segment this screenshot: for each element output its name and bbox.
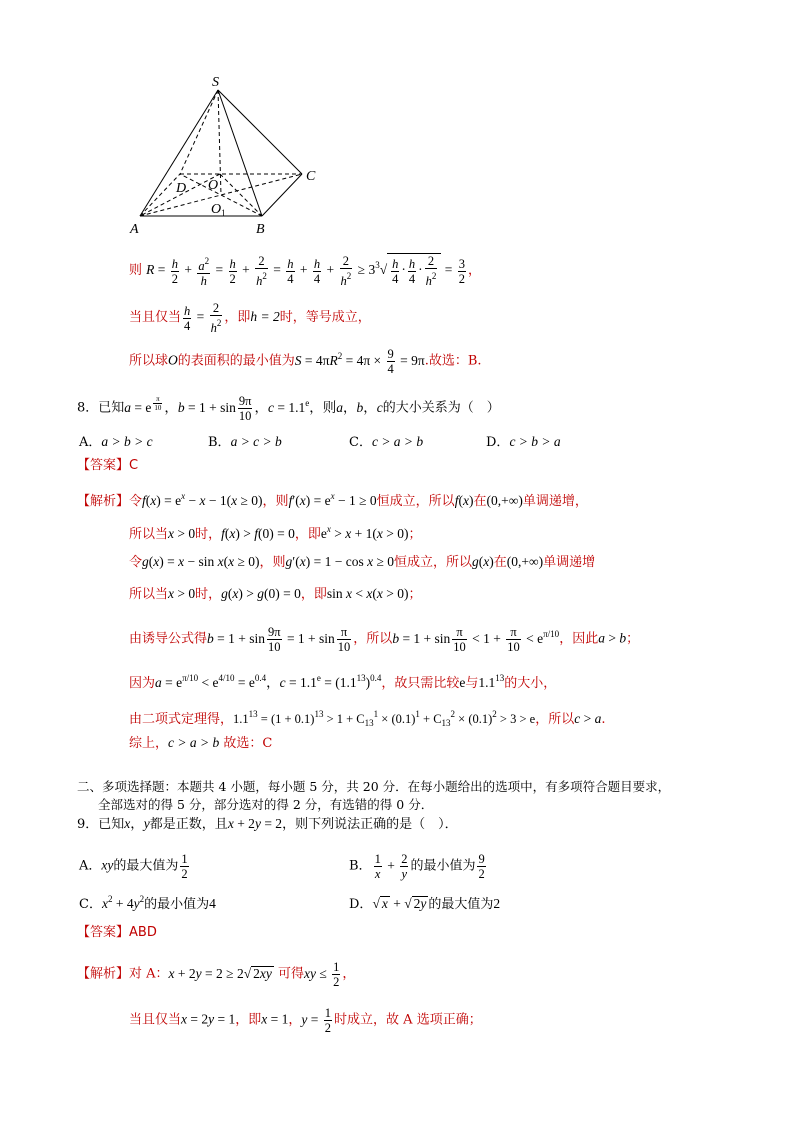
seg-OB	[220, 174, 262, 216]
pyramid-figure	[120, 70, 340, 240]
edge-SD	[180, 90, 218, 174]
q8-option-a[interactable]: A．a > b > c	[79, 434, 153, 450]
q7-line3: 所以球O的表面积的最小值为$S = 4\pi R^2 = 4\pi$ × $\frac{9}{4}$ = 9π.故选：B.	[129, 347, 482, 376]
q8-option-c[interactable]: C．c > a > b	[349, 434, 424, 450]
label-C: C	[306, 169, 316, 184]
label-O1: $O_1$	[211, 202, 226, 218]
q8-analysis-line8: 综上，c > a > b 故选：C	[129, 735, 273, 751]
q8-analysis-line2: 所以当x > 0时，f(x) > f(0) = 0，即$e^x > x + 1(x > 0)$；	[129, 524, 422, 542]
edge-SC	[218, 90, 302, 174]
edge-SB	[218, 90, 262, 216]
label-D: D	[176, 181, 187, 196]
q7-line2: 当且仅当 $\frac{h}{4}$ = $\frac{2}{h^2}$ ，即h = 2时，等号成立，	[129, 301, 371, 335]
q8-analysis-line6: 因为$a = e^{\pi/10} < e^{4/10} = e^{0.4}$，$c = 1.1^e = (1.1^{13})^{0.4}$，故只需比较e与$1.1^{13}$的大小，	[129, 673, 557, 691]
q8-option-b[interactable]: B．a > c > b	[208, 434, 282, 450]
q8-analysis-line1: 【解析】令$f(x) = e^x - x - 1(x \ge 0)$，则$f'(x) = e^x - 1 \ge 0$恒成立，所以f(x)在(0,+∞)单调递增，	[77, 491, 588, 509]
q9-option-a[interactable]: A．xy的最大值为 $\frac{1}{2}$	[79, 852, 188, 881]
edge-BC	[262, 174, 302, 216]
q8-analysis-line7: 由二项式定理得，$1.1^{13} = (1 + 0.1)^{13} > 1 + C_{13}^1 \times (0.1)^1 + C_{13}^2 \times (0.1)^2 > 3 > e$，所以c > a.	[129, 709, 606, 728]
q8-answer: 【答案】C	[77, 458, 139, 473]
q8-stem: 8．已知a = e $^{\frac{\pi}{10}}$ ，b = 1 + sin $\frac{9\pi}{10}$ ，c = 1.1$^e$，则a，b，c的大小关系为（ ）	[77, 394, 500, 423]
q9-analysis-line1: 【解析】对 A：x + 2y = 2 ≥ 2√ 2xy 可得xy ≤ $\frac{1}{2}$ ，	[77, 960, 356, 989]
label-A: A	[130, 222, 139, 237]
q8-option-d[interactable]: D．c > b > a	[486, 434, 561, 450]
height-SO1	[218, 90, 221, 195]
q8-analysis-line4: 所以当x > 0时，g(x) > g(0) = 0，即sin x < x(x > 0)；	[129, 586, 422, 602]
edge-AD	[140, 174, 180, 216]
label-O: O	[208, 178, 219, 193]
section2-heading-line1: 二、多项选择题：本题共 4 小题，每小题 5 分，共 20 分．在每小题给出的选项中，有多项符合题目要求，	[77, 779, 671, 794]
q9-option-c[interactable]: C．$x^2 + 4y^2$的最小值为4	[79, 894, 216, 912]
q8-analysis-line5: 由诱导公式得b = 1 + sin $\frac{9\pi}{10}$ = 1 + sin $\frac{\pi}{10}$ ，所以b = 1 + sin $\frac{\pi}{10}$ < 1 + $\frac{\pi}{10}$ < $e^{\pi/10}$，因此a > b；	[129, 625, 640, 654]
q9-analysis-line2: 当且仅当x = 2y = 1，即x = 1，y = $\frac{1}{2}$ 时成立，故 A 选项正确；	[129, 1006, 482, 1035]
label-S: S	[212, 75, 219, 90]
q9-option-d[interactable]: D．√ x + √ 2y 的最大值为2	[349, 896, 501, 912]
q9-option-b[interactable]: B． $\frac{1}{x}$ + $\frac{2}{y}$ 的最小值为 $\frac{9}{2}$	[349, 852, 485, 881]
edge-SA	[140, 90, 218, 216]
q7-line1: 则 R = $\frac{h}{2}$ + $\frac{a^2}{h}$ = $\frac{h}{2}$ + $\frac{2}{h^2}$ = $\frac{h}{4}$ + $\frac{h}{4}$ + $\frac{2}{h^2}$ ≥ $3^3√$ $\frac{h}{4}$ · $\frac{h}{4}$ · $\frac{2}{h^2}$ = $\frac{3}{2}$ ，	[129, 254, 482, 288]
label-B: B	[256, 222, 265, 237]
q8-analysis-line3: 令g(x) = x − sin x(x ≥ 0)，则g′(x) = 1 − cos x ≥ 0恒成立，所以g(x)在(0,+∞)单调递增	[129, 554, 596, 570]
q9-answer: 【答案】ABD	[77, 925, 157, 940]
section2-heading-line2: 全部选对的得 5 分，部分选对的得 2 分，有选错的得 0 分．	[98, 797, 434, 812]
q9-stem: 9．已知x，y都是正数，且x + 2y = 2，则下列说法正确的是（ ）．	[77, 816, 458, 832]
